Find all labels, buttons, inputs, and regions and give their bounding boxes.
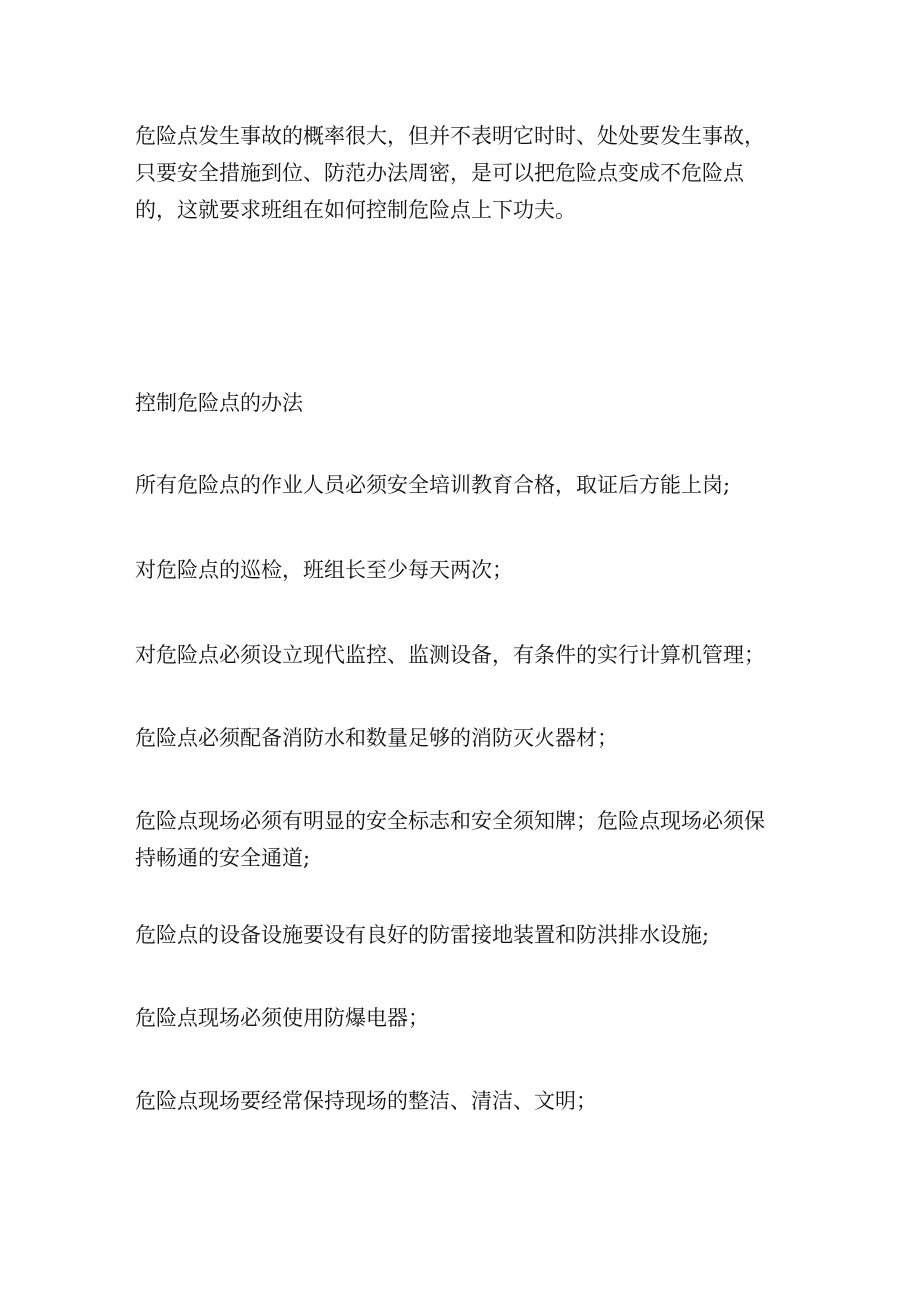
list-item — [135, 552, 795, 589]
list-item-text: 危险点现场必须使用防爆电器； — [135, 1006, 429, 1030]
intro-paragraph — [135, 118, 795, 229]
section-heading: 控制危险点的办法 — [135, 391, 303, 415]
list-item — [135, 637, 795, 674]
intro-line-3: 的，这就要求班组在如何控制危险点上下功夫。 — [135, 198, 576, 222]
list-item — [135, 467, 795, 504]
list-item-text-continued: 持畅通的安全通道; — [135, 846, 311, 870]
list-item-text: 危险点现场必须有明显的安全标志和安全须知牌；危险点现场必须保 — [135, 809, 765, 833]
list-item-text: 对危险点必须设立现代监控、监测设备，有条件的实行计算机管理； — [135, 643, 765, 667]
list-item-text: 危险点现场要经常保持现场的整洁、清洁、文明； — [135, 1089, 597, 1113]
list-item — [135, 720, 795, 757]
intro-line-2: 只要安全措施到位、防范办法周密，是可以把危险点变成不危险点 — [135, 161, 744, 185]
list-item-text: 危险点的设备设施要设有良好的防雷接地装置和防洪排水设施; — [135, 923, 710, 947]
list-item — [135, 917, 795, 954]
list-item-text: 危险点必须配备消防水和数量足够的消防灭火器材； — [135, 726, 618, 750]
list-item — [135, 1000, 795, 1037]
list-item-text: 对危险点的巡检，班组长至少每天两次； — [135, 558, 513, 582]
intro-line-1: 危险点发生事故的概率很大，但并不表明它时时、处处要发生事故， — [135, 124, 765, 148]
list-item-text: 所有危险点的作业人员必须安全培训教育合格，取证后方能上岗; — [135, 473, 731, 497]
list-item — [135, 1083, 795, 1120]
list-item — [135, 803, 795, 877]
